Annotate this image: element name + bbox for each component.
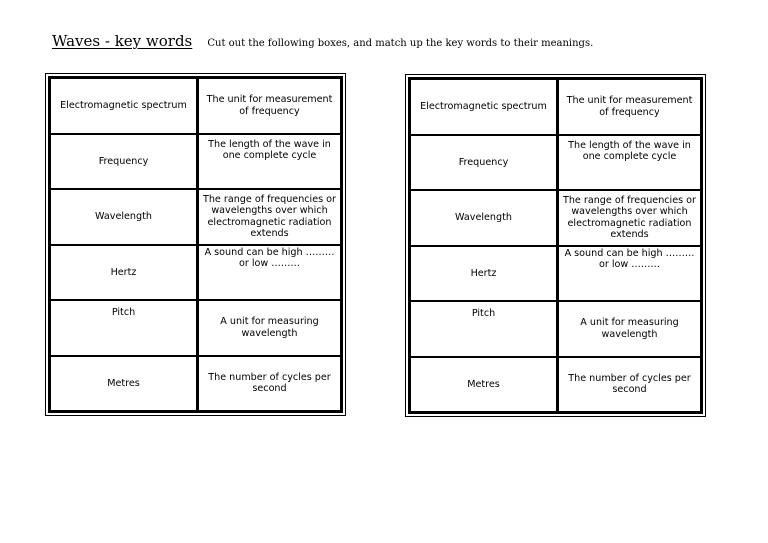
term-card: Metres [51,357,196,411]
card-table-left [45,73,346,416]
meaning-card: The number of cycles per second [559,358,700,412]
card-grid [48,76,343,413]
meaning-card: The unit for measurement of frequency [199,79,340,133]
term-card: Pitch [51,301,196,355]
meaning-card: A unit for measuring wavelength [199,301,340,355]
term-card: Frequency [411,136,556,190]
meaning-card: A sound can be high ……… or low ……… [559,247,700,301]
instructions-text: Cut out the following boxes, and match up the key words to their meanings. [207,38,594,49]
meaning-card: The length of the wave in one complete cycle [559,136,700,190]
meaning-card: A sound can be high ……… or low ……… [199,246,340,300]
term-card: Pitch [411,302,556,356]
term-card: Hertz [411,247,556,301]
meaning-card: The number of cycles per second [199,357,340,411]
term-card: Wavelength [51,190,196,244]
term-card: Hertz [51,246,196,300]
meaning-card: The length of the wave in one complete cycle [199,135,340,189]
page-title: Waves - key words [52,32,193,50]
term-card: Electromagnetic spectrum [411,80,556,134]
meaning-card: The unit for measurement of frequency [559,80,700,134]
card-grid [408,77,703,414]
term-card: Electromagnetic spectrum [51,79,196,133]
term-card: Metres [411,358,556,412]
meaning-card: The range of frequencies or wavelengths over which electromagnetic radiation extends [199,190,340,244]
meaning-card: The range of frequencies or wavelengths over which electromagnetic radiation extends [559,191,700,245]
meaning-card: A unit for measuring wavelength [559,302,700,356]
term-card: Frequency [51,135,196,189]
card-table-right [405,74,706,417]
term-card: Wavelength [411,191,556,245]
page-header [52,31,593,50]
